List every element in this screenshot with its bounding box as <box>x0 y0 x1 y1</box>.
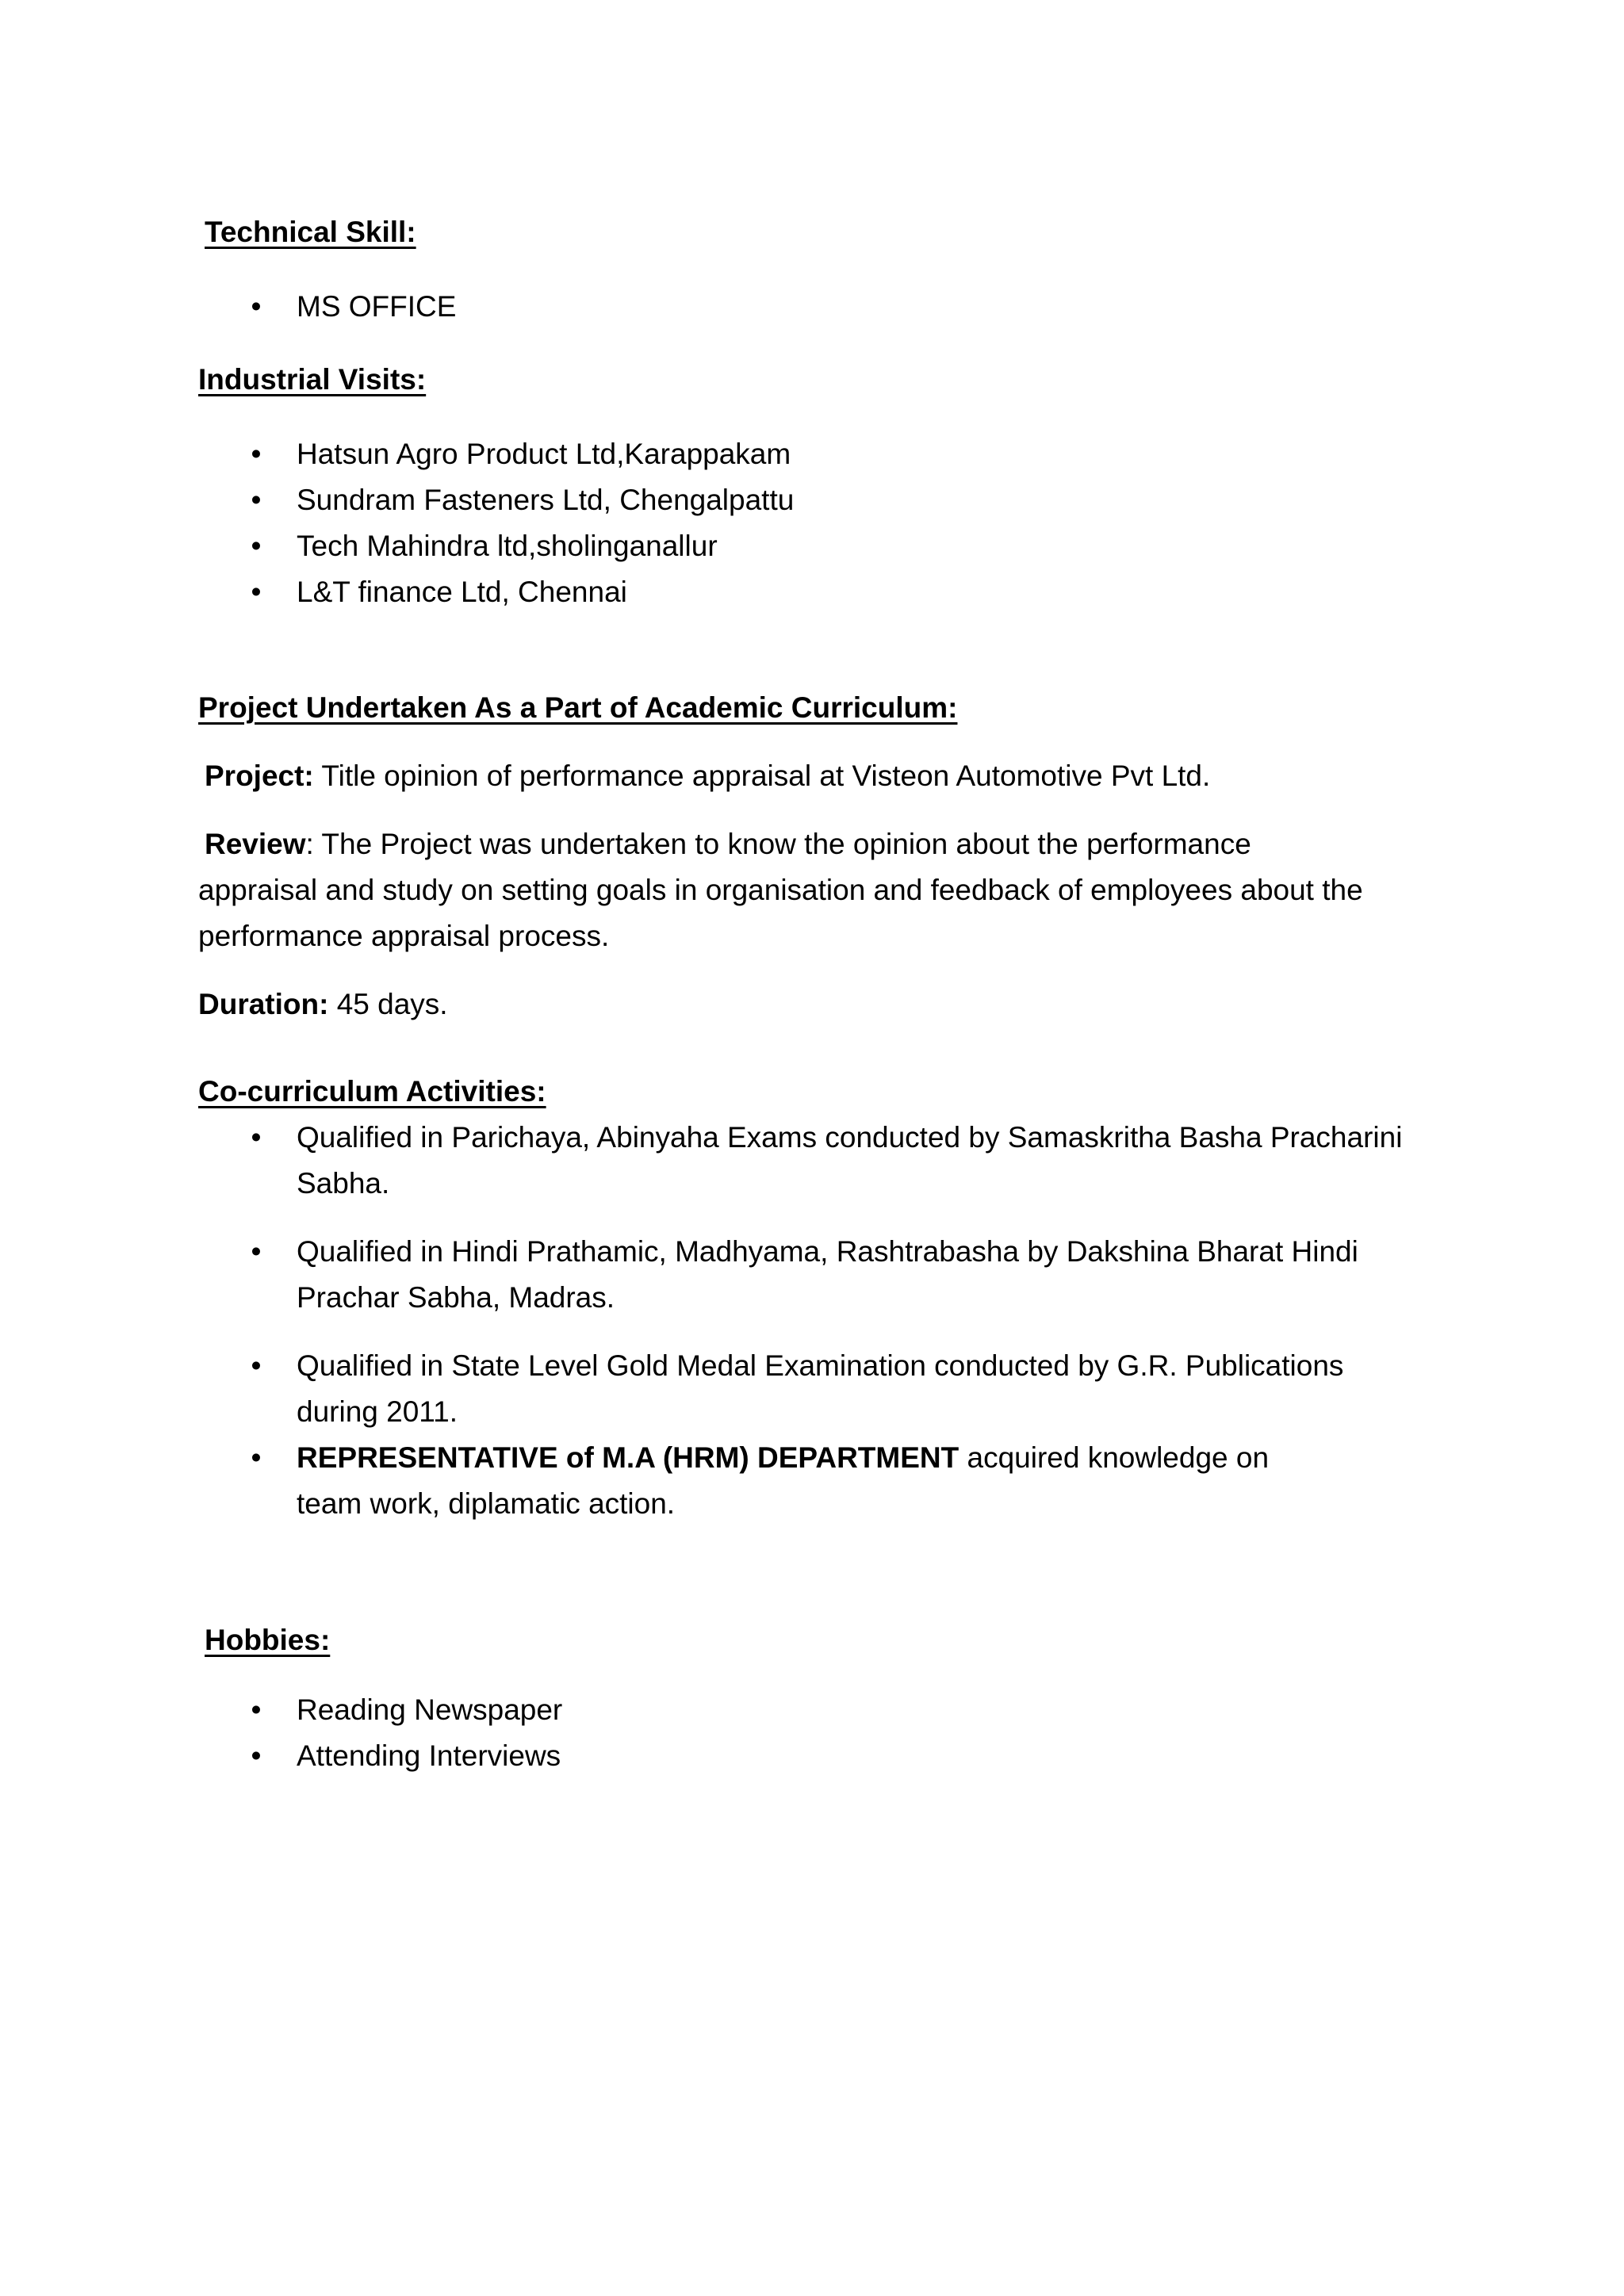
industrial-visit-item: L&T finance Ltd, Chennai <box>297 576 627 608</box>
review-line-3: performance appraisal process. <box>198 920 610 952</box>
bullet-icon: • <box>251 1121 262 1154</box>
co-curriculum-item-1-line-1: Qualified in Parichaya, Abinyaha Exams conducted by Samaskritha Basha Pracharini <box>297 1121 1403 1154</box>
bullet-icon: • <box>251 1693 262 1726</box>
project-heading: Project Undertaken As a Part of Academic Curriculum: <box>198 691 958 724</box>
bullet-icon: • <box>251 530 262 562</box>
bullet-icon: • <box>251 1349 262 1382</box>
review-label: Review <box>205 828 306 860</box>
review-line-2: appraisal and study on setting goals in organisation and feedback of employees about the <box>198 874 1363 906</box>
project-label: Project: <box>205 760 314 792</box>
co-curriculum-item-2-line-1: Qualified in Hindi Prathamic, Madhyama, Rashtrabasha by Dakshina Bharat Hindi <box>297 1235 1358 1268</box>
co-curriculum-item-1-line-2: Sabha. <box>297 1167 390 1200</box>
hobby-item: Reading Newspaper <box>297 1693 563 1726</box>
duration-label: Duration: <box>198 988 329 1020</box>
representative-rest: acquired knowledge on <box>959 1441 1270 1474</box>
project-title-line <box>205 753 1210 799</box>
technical-skill-item: MS OFFICE <box>297 290 457 323</box>
co-curriculum-item-4-line-2: team work, diplamatic action. <box>297 1487 676 1520</box>
review-text-1: : The Project was undertaken to know the opinion about the performance <box>305 828 1251 860</box>
co-curriculum-heading: Co-curriculum Activities: <box>198 1075 546 1108</box>
industrial-visit-item: Hatsun Agro Product Ltd,Karappakam <box>297 438 791 470</box>
co-curriculum-item-3-line-2: during 2011. <box>297 1395 458 1428</box>
co-curriculum-item-2-line-2: Prachar Sabha, Madras. <box>297 1281 615 1314</box>
bullet-icon: • <box>251 1235 262 1268</box>
bullet-icon: • <box>251 576 262 608</box>
representative-text: REPRESENTATIVE of M.A (HRM) DEPARTMENT <box>297 1441 959 1474</box>
bullet-icon: • <box>251 438 262 470</box>
bullet-icon: • <box>251 1739 262 1772</box>
project-text: Title opinion of performance appraisal at Visteon Automotive Pvt Ltd. <box>313 760 1211 792</box>
bullet-icon: • <box>251 484 262 516</box>
technical-skill-heading: Technical Skill: <box>205 216 416 248</box>
co-curriculum-item-4-line-1 <box>297 1435 1269 1481</box>
industrial-visit-item: Sundram Fasteners Ltd, Chengalpattu <box>297 484 795 516</box>
review-line-1 <box>205 821 1251 867</box>
industrial-visit-item: Tech Mahindra ltd,sholinganallur <box>297 530 718 562</box>
hobbies-heading: Hobbies: <box>205 1624 331 1656</box>
duration-line <box>198 982 448 1027</box>
bullet-icon: • <box>251 1441 262 1474</box>
co-curriculum-item-3-line-1: Qualified in State Level Gold Medal Examination conducted by G.R. Publications <box>297 1349 1344 1382</box>
hobby-item: Attending Interviews <box>297 1739 561 1772</box>
bullet-icon: • <box>251 290 262 323</box>
industrial-visits-heading: Industrial Visits: <box>198 363 427 396</box>
duration-text: 45 days. <box>328 988 448 1020</box>
